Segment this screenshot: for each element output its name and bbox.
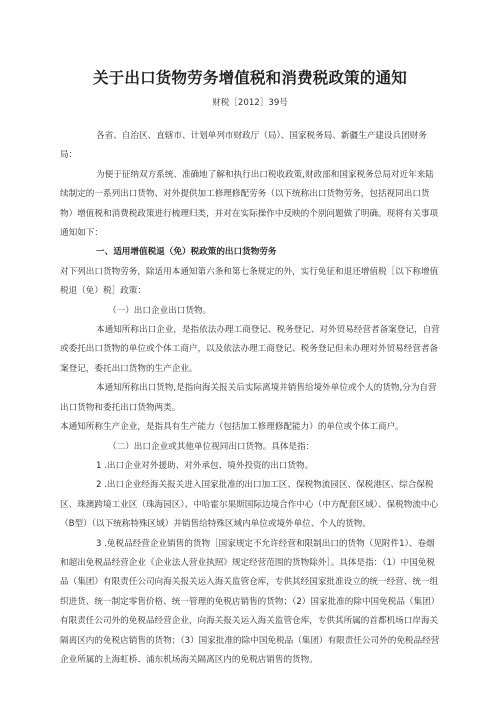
- body-paragraph: 本通知所称出口企业，是指依法办理工商登记、税务登记、对外贸易经营者备案登记，自营或委托出口货物的单位或个体工商户，以及依法办理工商登记、税务登记但未办理对外贸易经营者备案登记，委托出口货物的生产企业。: [60, 325, 440, 374]
- list-item: 2 .出口企业经海关报关进入国家批准的出口加工区、保税物流园区、保税港区、综合保税区、珠澳跨境工业区（珠海园区）、中哈霍尔果斯国际边境合作中心（中方配套区域）、保税物流中心（B型）（以下统称特殊区域）并销售给特殊区域内单位或境外单位、个人的货物。: [60, 480, 439, 530]
- addressee: 各省、自治区、直辖市、计划单列市财政厅（局）、国家税务局、新疆生产建设兵团财务局：: [60, 131, 427, 161]
- body-paragraph: 本通知所称生产企业，是指具有生产能力（包括加工修理修配能力）的单位或个体工商户。: [60, 422, 404, 433]
- subsection-heading: （一）出口企业出口货物。: [108, 305, 212, 316]
- document-body: [60, 127, 440, 670]
- body-paragraph: 本通知所称出口货物,是指向海关报关后实际离境并销售给境外单位或个人的货物,分为自营出口货物和委托出口货物两类。: [60, 383, 437, 413]
- list-item: 1 .出口企业对外援助、对外承包、境外投资的出口货物。: [96, 460, 314, 471]
- list-item: 3 .免税品经营企业销售的货物［国家规定不允许经营和限制出口的货物（见附件1）、卷烟和超出免税品经营企业《企业法人营业执照》规定经营范围的货物除外］。具体是指：（1）中国免税品（集团）有限责任公司向海关报关运入海关监管仓库，专供其经国家批准设立的统一经营、统一组织进货、统一制定零售价格、统一管理的免税店销售的货物；（2）国家批准的除中国免税品（集团）有限责任公司外的免税品经营企业，向海关报关运入海关监管仓库，专供其所属的首都机场口岸海关隔离区内的免税店销售的货物；（3）国家批准的除中国免税品（集团）有限责任公司外的免税品经营企业所属的上海虹桥、浦东机场海关隔离区内的免税店销售的货物。: [60, 538, 440, 665]
- subsection-heading: （二）出口企业或其他单位视同出口货物。具体是指：: [108, 441, 315, 452]
- document-title: 关于出口货物劳务增值税和消费税政策的通知: [92, 69, 407, 87]
- intro-paragraph: 为便于征纳双方系统、准确地了解和执行出口税收政策,财政部和国家税务总局对近年来陆续制定的一系列出口货物、对外提供加工修理修配劳务（以下统称出口货物劳务，包括视同出口货物）增值税和消费税政策进行梳理归类，并对在实际操作中反映的个别问题做了明确。现将有关事项通知如下：: [60, 169, 439, 239]
- section-heading: 一、适用增值税退（免）税政策的出口货物劳务: [96, 247, 277, 258]
- section-lead-paragraph: 对下列出口货物劳务，除适用本通知第六条和第七条规定的外，实行免征和退还增值税［以下称增值税退（免）税］政策：: [60, 266, 439, 297]
- document-number: 财税［2012］39号: [212, 98, 288, 108]
